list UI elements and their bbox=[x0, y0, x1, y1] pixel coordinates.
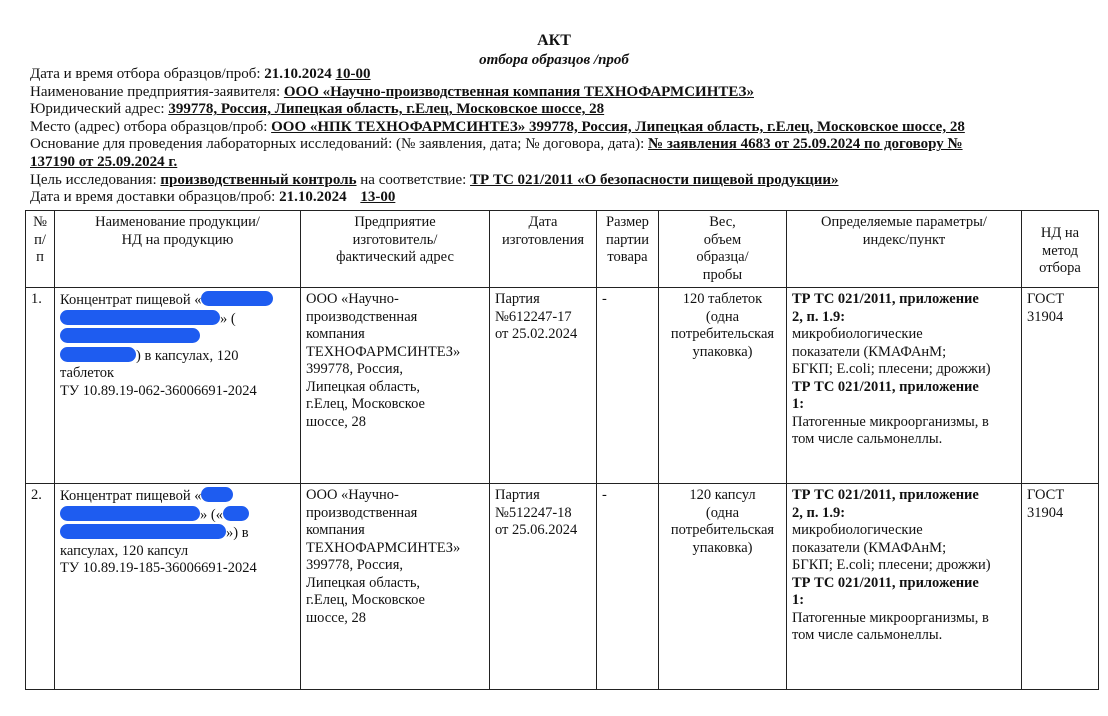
sampling-datetime-label: Дата и время отбора образцов/проб: bbox=[30, 66, 261, 82]
redaction-mark bbox=[60, 328, 200, 343]
compliance-value: ТР ТС 021/2011 «О безопасности пищевой продукции» bbox=[470, 171, 839, 188]
basis-label: Основание для проведения лабораторных исследований: (№ заявления, дата; № договора, дата): bbox=[30, 136, 645, 153]
row-num: 1. bbox=[26, 288, 55, 484]
row-date: Партия №612247-17 от 25.02.2024 bbox=[490, 288, 597, 484]
table-row bbox=[26, 288, 1099, 484]
sampling-datetime-line bbox=[30, 66, 1040, 84]
redaction-mark bbox=[60, 310, 220, 325]
purpose-label: Цель исследования: bbox=[30, 171, 157, 188]
legal-address-line bbox=[30, 101, 1040, 119]
delivery-label: Дата и время доставки образцов/проб: bbox=[30, 189, 276, 206]
row-lot: - bbox=[597, 484, 659, 690]
row-params: ТР ТС 021/2011, приложение 2, п. 1.9: микробиологические показатели (КМАФАнМ; БГКП; E.coli; плесени; дрожжи) ТР ТС 021/2011, приложение 1: Патогенные микроорганизмы, в том числе сальмонеллы. bbox=[787, 288, 1022, 484]
table-row bbox=[26, 484, 1099, 690]
row-product: Концентрат пищевой « » (« ») в капсулах, 120 капсул ТУ 10.89.19-185-36006691-2024 bbox=[55, 484, 301, 690]
sampling-place-label: Место (адрес) отбора образцов/проб: bbox=[30, 118, 268, 135]
redaction-mark bbox=[60, 524, 226, 539]
sampling-place-value: ООО «НПК ТЕХНОФАРМСИНТЕЗ» 399778, Россия, Липецкая область, г.Елец, Московское шоссе, 28 bbox=[271, 118, 965, 135]
document-subtitle: отбора образцов /проб bbox=[479, 52, 629, 68]
legal-address-label: Юридический адрес: bbox=[30, 101, 165, 118]
redaction-mark bbox=[201, 291, 273, 306]
header-fields bbox=[30, 66, 1040, 207]
samples-table bbox=[25, 210, 1099, 690]
legal-address-value: 399778, Россия, Липецкая область, г.Елец, Московское шоссе, 28 bbox=[168, 101, 605, 118]
delivery-date: 21.10.2024 bbox=[279, 189, 347, 206]
applicant-value: ООО «Научно-производственная компания ТЕХНОФАРМСИНТЕЗ» bbox=[283, 83, 754, 100]
header-date: Дата изготовления bbox=[490, 211, 597, 288]
row-lot: - bbox=[597, 288, 659, 484]
header-method: НД на метод отбора bbox=[1022, 211, 1099, 288]
redaction-mark bbox=[60, 506, 200, 521]
purpose-line bbox=[30, 172, 1040, 190]
header-maker: Предприятие изготовитель/ фактический адрес bbox=[301, 211, 490, 288]
header-num: № п/п bbox=[26, 211, 55, 288]
basis-line bbox=[30, 136, 1040, 154]
applicant-label: Наименование предприятия-заявителя: bbox=[30, 83, 281, 100]
row-product: Концентрат пищевой « » ( ) в капсулах, 120 таблеток ТУ 10.89.19-062-36006691-2024 bbox=[55, 288, 301, 484]
compliance-label: на соответствие: bbox=[360, 171, 467, 188]
row-method: ГОСТ 31904 bbox=[1022, 288, 1099, 484]
sampling-place-line bbox=[30, 119, 1040, 137]
sampling-time: 10-00 bbox=[335, 66, 371, 82]
document-title: АКТ bbox=[537, 32, 571, 49]
header-product: Наименование продукции/ НД на продукцию bbox=[55, 211, 301, 288]
purpose-value: производственный контроль bbox=[160, 171, 357, 188]
row-date: Партия №512247-18 от 25.06.2024 bbox=[490, 484, 597, 690]
delivery-line bbox=[30, 189, 1040, 207]
table-header-row bbox=[26, 211, 1099, 288]
header-params: Определяемые параметры/ индекс/пункт bbox=[787, 211, 1022, 288]
row-maker: ООО «Научно- производственная компания ТЕХНОФАРМСИНТЕЗ» 399778, Россия, Липецкая область, г.Елец, Московское шоссе, 28 bbox=[301, 484, 490, 690]
basis-value-2: 137190 от 25.09.2024 г. bbox=[30, 153, 178, 170]
row-params: ТР ТС 021/2011, приложение 2, п. 1.9: микробиологические показатели (КМАФАнМ; БГКП; E.coli; плесени; дрожжи) ТР ТС 021/2011, приложение 1: Патогенные микроорганизмы, в том числе сальмонеллы. bbox=[787, 484, 1022, 690]
delivery-time: 13-00 bbox=[360, 189, 396, 206]
header-lot: Размер партии товара bbox=[597, 211, 659, 288]
row-weight: 120 таблеток (одна потребительская упаковка) bbox=[659, 288, 787, 484]
redaction-mark bbox=[60, 347, 136, 362]
redaction-mark bbox=[201, 487, 233, 502]
sampling-date: 21.10.2024 bbox=[264, 66, 332, 82]
redaction-mark bbox=[223, 506, 249, 521]
basis-value-1: № заявления 4683 от 25.09.2024 по договору № bbox=[648, 136, 963, 153]
basis-line-2 bbox=[30, 154, 1040, 172]
row-weight: 120 капсул (одна потребительская упаковка) bbox=[659, 484, 787, 690]
row-method: ГОСТ 31904 bbox=[1022, 484, 1099, 690]
applicant-line bbox=[30, 84, 1040, 102]
row-maker: ООО «Научно- производственная компания ТЕХНОФАРМСИНТЕЗ» 399778, Россия, Липецкая область, г.Елец, Московское шоссе, 28 bbox=[301, 288, 490, 484]
row-num: 2. bbox=[26, 484, 55, 690]
header-weight: Вес, объем образца/ пробы bbox=[659, 211, 787, 288]
